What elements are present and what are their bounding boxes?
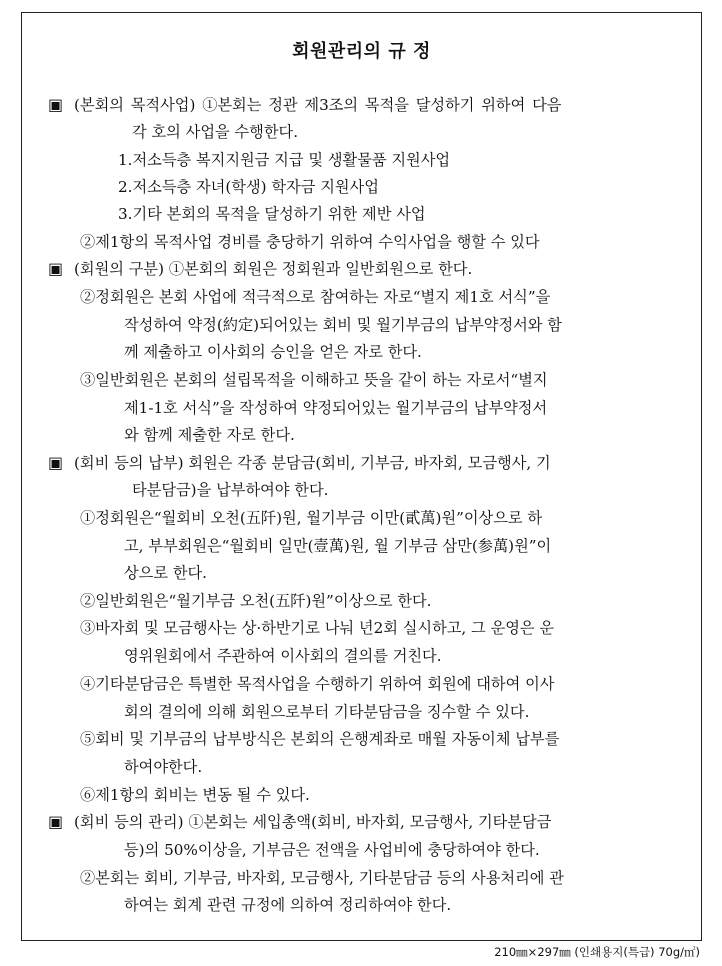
text-line: ②제1항의 목적사업 경비를 충당하기 위하여 수익사업을 행할 수 있다 [80, 233, 540, 251]
text-line: ②본회는 회비, 기부금, 바자회, 모금행사, 기타분담금 등의 사용처리에 관 [80, 869, 564, 887]
text-line: (회원의 구분) ①본회의 회원은 정회원과 일반회원으로 한다. [74, 260, 473, 278]
text-line: 타분담금)을 납부하여야 한다. [132, 481, 329, 499]
text-line: 께 제출하고 이사회의 승인을 얻은 자로 한다. [124, 343, 422, 361]
text-line: (회비 등의 관리) ①본회는 세입총액(회비, 바자회, 모금행사, 기타분담금 [74, 813, 552, 831]
section-bullet: ▣ [48, 259, 64, 278]
text-line: 회의 결의에 의해 회원으로부터 기타분담금을 징수할 수 있다. [124, 703, 530, 721]
text-line: 1.저소득층 복지지원금 지급 및 생활물품 지원사업 [118, 151, 451, 169]
text-line: ③일반회원은 본회의 설립목적을 이해하고 뜻을 같이 하는 자로서“별지 [80, 371, 548, 389]
section-bullet: ▣ [48, 812, 64, 831]
document-title: 회원관리의 규 정 [292, 41, 431, 62]
text-line: ③바자회 및 모금행사는 상·하반기로 나눠 년2회 실시하고, 그 운영은 운 [80, 619, 555, 637]
text-line: ①정회원은“월회비 오천(五阡)원, 월기부금 이만(貳萬)원”이상으로 하 [80, 509, 543, 527]
document-frame [21, 12, 702, 941]
paper-spec-footer: 210㎜×297㎜ (인쇄용지(특급) 70g/㎡) [494, 945, 700, 959]
text-line: ②일반회원은“월기부금 오천(五阡)원”이상으로 한다. [80, 592, 432, 610]
text-line: 와 함께 제출한 자로 한다. [124, 426, 295, 444]
text-line: 상으로 한다. [124, 564, 208, 582]
text-line: ⑤회비 및 기부금의 납부방식은 본회의 은행계좌로 매월 자동이체 납부를 [80, 730, 560, 748]
text-line: (회비 등의 납부) 회원은 각종 분담금(회비, 기부금, 바자회, 모금행사, 기 [74, 454, 551, 472]
text-line: ②정회원은 본회 사업에 적극적으로 참여하는 자로“별지 제1호 서식”을 [80, 288, 551, 306]
text-line: 3.기타 본회의 목적을 달성하기 위한 제반 사업 [118, 205, 426, 223]
text-line: 제1-1호 서식”을 작성하여 약정되어있는 월기부금의 납부약정서 [124, 399, 548, 417]
text-line: 작성하여 약정(約定)되어있는 회비 및 월기부금의 납부약정서와 함 [124, 316, 562, 334]
text-line: 하여는 회계 관련 규정에 의하여 정리하여야 한다. [124, 896, 452, 914]
text-line: 등)의 50%이상을, 기부금은 전액을 사업비에 충당하여야 한다. [124, 841, 540, 859]
text-line: 2.저소득층 자녀(학생) 학자금 지원사업 [118, 178, 379, 196]
text-line: ④기타분담금은 특별한 목적사업을 수행하기 위하여 회원에 대하여 이사 [80, 675, 555, 693]
text-line: (본회의 목적사업) ①본회는 정관 제3조의 목적을 달성하기 위하여 다음 [74, 96, 562, 114]
section-bullet: ▣ [48, 453, 64, 472]
section-bullet: ▣ [48, 95, 64, 114]
text-line: 하여야한다. [124, 758, 203, 776]
text-line: 고, 부부회원은“월회비 일만(壹萬)원, 월 기부금 삼만(参萬)원”이 [124, 537, 552, 555]
text-line: 각 호의 사업을 수행한다. [132, 123, 299, 141]
text-line: ⑥제1항의 회비는 변동 될 수 있다. [80, 786, 310, 804]
text-line: 영위원회에서 주관하여 이사회의 결의를 거친다. [124, 647, 442, 665]
